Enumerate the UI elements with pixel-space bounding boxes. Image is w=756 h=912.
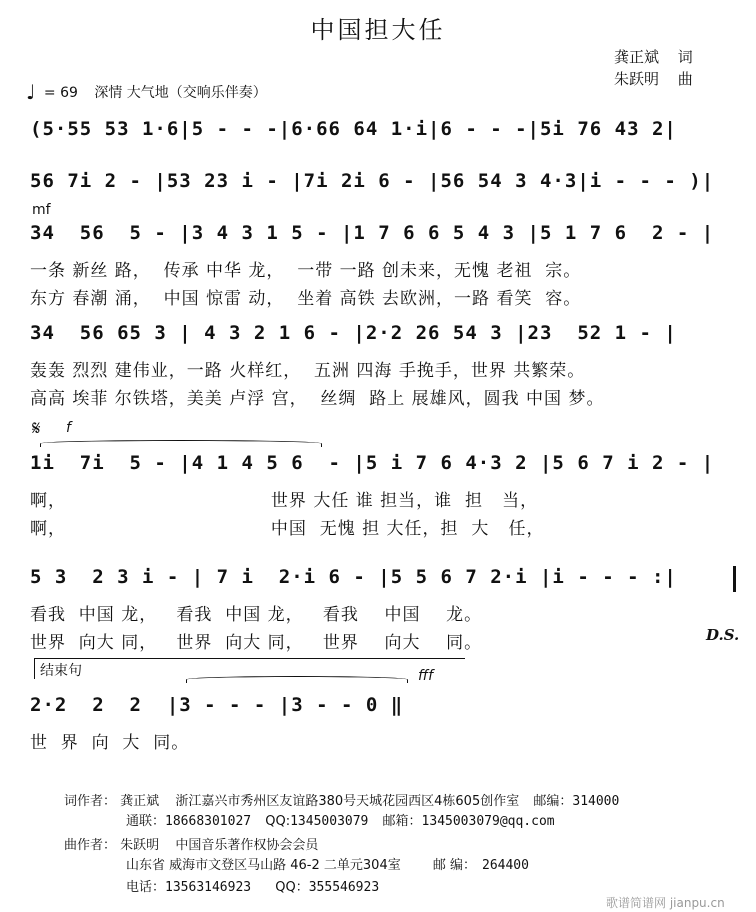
composer-org: 中国音乐著作权协会会员 — [175, 838, 319, 853]
composer-credit — [614, 68, 693, 89]
composer-zip: 264400 — [482, 858, 529, 873]
composer-name: 朱跃明 — [614, 70, 660, 88]
footer-composer-line-2 — [126, 854, 529, 873]
lyric-line-7: 看我 中国 龙， 看我 中国 龙， 看我 中国 龙。 — [30, 605, 483, 625]
lyricist-email-label: 邮箱： — [382, 814, 422, 829]
composer-zip-label: 邮 编： — [432, 858, 476, 873]
quarter-note-icon: ♩ — [26, 80, 36, 104]
lyric-line-9: 世 界 向 大 同。 — [30, 733, 190, 753]
phrase-slur — [40, 440, 322, 447]
footer-lyricist-line-2 — [126, 810, 555, 829]
lyric-line-5: 啊， 世界 大任 谁 担当，谁 担 当， — [30, 491, 539, 511]
composer-address: 山东省 威海市文登区马山路 46-2 二单元304室 — [126, 858, 401, 873]
lyricist-phone: 18668301027 — [165, 814, 252, 829]
composer-qq: 355546923 — [308, 880, 380, 895]
lyricist-role: 词 — [677, 48, 693, 66]
tempo-marking — [26, 80, 267, 104]
footer-composer-line-3 — [126, 876, 379, 895]
composer-qq-label: QQ： — [275, 880, 309, 895]
lyricist-contact-label: 通联： — [126, 814, 166, 829]
segno-icon: 𝄋 — [32, 416, 41, 440]
footer-composer-line-1 — [64, 834, 318, 853]
lyric-line-1: 一条 新丝 路， 传承 中华 龙， 一带 一路 创未来，无愧 老祖 宗。 — [30, 261, 582, 281]
repeat-barline — [733, 566, 736, 592]
composer-label: 曲作者： — [64, 838, 117, 853]
score-row-4: 34 56 65 3 | 4 3 2 1 6 - |2·2 26 54 3 |23 52 1 - | — [30, 322, 677, 344]
tempo-expression: 深情 大气地（交响乐伴奏） — [94, 85, 267, 101]
dynamic-f: f — [66, 420, 71, 436]
composer-phone: 13563146923 — [165, 880, 252, 895]
score-row-3: 34 56 5 - |3 4 3 1 5 - |1 7 6 6 5 4 3 |5 1 7 6 2 - | — [30, 222, 715, 244]
score-row-5: 1i 7i 5 - |4 1 4 5 6 - |5 i 7 6 4·3 2 |5 6 7 i 2 - | — [30, 452, 715, 474]
crescendo-slur — [186, 676, 408, 683]
lyricist-label: 词作者： — [64, 794, 117, 809]
lyric-line-4: 高高 埃菲 尔铁塔，美美 卢浮 宫， 丝绸 路上 展雄风，圆我 中国 梦。 — [30, 389, 605, 409]
lyricist-zip-label: 邮编： — [533, 794, 573, 809]
composer-phone-label: 电话： — [126, 880, 166, 895]
dynamic-mf: mf — [32, 202, 51, 218]
score-row-2: 56 7i 2 - |53 23 i - |7i 2i 6 - |56 54 3 4·3|i - - - )| — [30, 170, 715, 192]
score-row-6: 5 3 2 3 i - | 7 i 2·i 6 - |5 5 6 7 2·i |i - - - :| — [30, 566, 677, 588]
score-row-1: (5·55 53 1·6|5 - - -|6·66 64 1·i|6 - - -|5i 76 43 2| — [30, 118, 677, 140]
lyricist-qq: 1345003079 — [290, 814, 369, 829]
lyricist-credit — [614, 46, 693, 67]
da-segno-marking: D.S. — [706, 626, 740, 644]
lyric-line-8: 世界 向大 同， 世界 向大 同， 世界 向大 同。 — [30, 633, 483, 653]
site-watermark: 歌谱简谱网 jianpu.cn — [606, 896, 725, 910]
lyricist-name-footer: 龚正斌 — [120, 794, 160, 809]
lyricist-qq-label: QQ: — [265, 814, 291, 829]
footer-lyricist-line-1 — [64, 790, 619, 809]
lyric-line-3: 轰轰 烈烈 建伟业，一路 火样红， 五洲 四海 手挽手，世界 共繁荣。 — [30, 361, 586, 381]
ending-label: 结束句 — [40, 663, 82, 679]
tempo-bpm: = 69 — [43, 85, 78, 101]
composer-name-footer: 朱跃明 — [120, 838, 160, 853]
lyric-line-2: 东方 春潮 涌， 中国 惊雷 动， 坐着 高铁 去欧洲，一路 看笑 容。 — [30, 289, 582, 309]
lyricist-email: 1345003079@qq.com — [421, 814, 555, 829]
lyricist-name: 龚正斌 — [614, 48, 660, 66]
composer-role: 曲 — [677, 70, 693, 88]
song-title: 中国担大任 — [310, 16, 446, 44]
score-row-7: 2·2 2 2 |3 - - - |3 - - 0 ‖ — [30, 694, 404, 716]
dynamic-fff: fff — [418, 668, 434, 684]
lyric-line-6: 啊， 中国 无愧 担 大任，担 大 任， — [30, 519, 545, 539]
lyricist-zip: 314000 — [572, 794, 620, 809]
lyricist-address: 浙江嘉兴市秀州区友谊路380号天城花园西区4栋605创作室 — [175, 794, 520, 809]
